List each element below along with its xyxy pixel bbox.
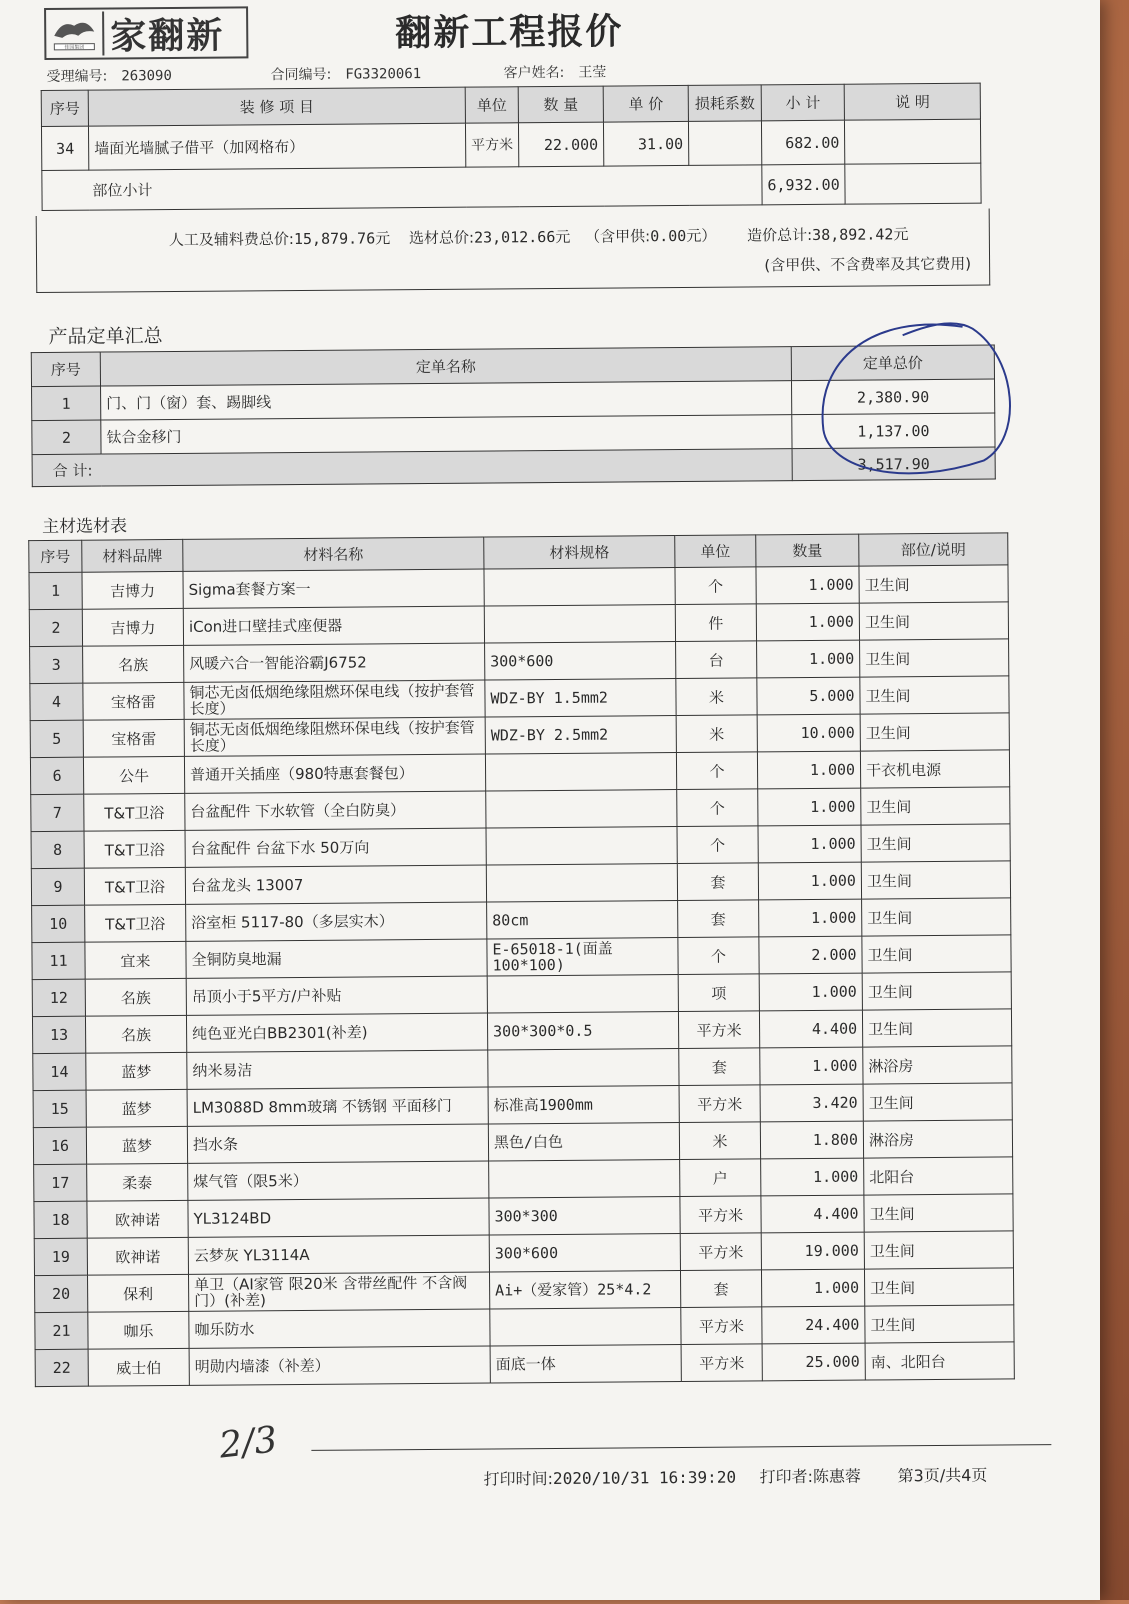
part-subtotal-row — [42, 163, 981, 210]
cell-name: 明勋内墙漆（补差） — [189, 1346, 490, 1385]
cell-brand: 欧神诺 — [87, 1200, 188, 1238]
cell-unit: 个 — [675, 567, 756, 605]
cell-brand: T&T卫浴 — [85, 904, 186, 942]
cell-spec: 300*600 — [489, 1234, 680, 1272]
cell-unit: 平方米 — [680, 1196, 761, 1234]
cell-no: 18 — [34, 1201, 87, 1238]
cell-unit: 平方米 — [678, 1011, 759, 1049]
col-header: 数量 — [756, 534, 859, 567]
cell-unit: 套 — [677, 863, 758, 901]
cell-loc: 卫生间 — [864, 1194, 1013, 1232]
cell-spec — [486, 827, 677, 865]
cell-qty: 4.400 — [761, 1195, 864, 1233]
col-header: 单位 — [675, 535, 756, 568]
total-label: 造价总计: — [747, 225, 813, 245]
cell-brand: 宝格雷 — [83, 682, 184, 720]
customer-name-value: 王莹 — [578, 64, 607, 81]
cell-brand: 威士伯 — [88, 1348, 189, 1386]
cell-no: 13 — [32, 1016, 85, 1053]
cell-name: 云梦灰 YL3114A — [188, 1235, 489, 1274]
cell-qty: 1.000 — [759, 899, 862, 937]
cell-name: 咖乐防水 — [189, 1309, 490, 1348]
cell-no: 15 — [33, 1090, 86, 1127]
cell-loc: 卫生间 — [862, 972, 1011, 1010]
cell-loc: 淋浴房 — [863, 1046, 1012, 1084]
cell-unit: 件 — [675, 604, 756, 642]
table-row — [41, 119, 980, 170]
cell-brand: 保利 — [88, 1274, 189, 1312]
cell-loc: 卫生间 — [861, 861, 1010, 899]
cell-brand: 名族 — [83, 645, 184, 683]
total-value: 38,892.42元 — [812, 225, 909, 244]
labor-value: 15,879.76元 — [293, 229, 391, 249]
cell-no: 19 — [34, 1238, 87, 1275]
cell-no: 20 — [35, 1275, 88, 1312]
col-header: 说 明 — [844, 83, 980, 120]
items-table — [41, 83, 982, 211]
cell-qty: 1.000 — [756, 566, 859, 604]
cell-unit: 平方米 — [465, 123, 518, 167]
contract-number — [270, 63, 421, 84]
cell-loss — [688, 121, 761, 166]
cell-spec — [486, 864, 677, 902]
order-name: 钛合金移门 — [101, 415, 792, 454]
cell-note — [845, 119, 981, 164]
cell-spec: 300*300 — [489, 1197, 680, 1235]
col-header: 小 计 — [761, 84, 845, 121]
empty-cell — [845, 163, 981, 204]
cell-name: LM3088D 8mm玻璃 不锈钢 平面移门 — [187, 1087, 488, 1126]
cell-unit: 个 — [677, 789, 758, 827]
cell-unit: 个 — [676, 752, 757, 790]
part-subtotal-value: 6,932.00 — [762, 164, 846, 205]
cell-brand: 名族 — [85, 1015, 186, 1053]
orders-total-value: 3,517.90 — [792, 447, 995, 481]
col-header: 单 价 — [603, 85, 688, 122]
printer-value: 陈惠蓉 — [812, 1466, 862, 1486]
cell-qty: 1.800 — [760, 1121, 863, 1159]
cell-unit: 米 — [676, 678, 757, 716]
orders-section-title: 产品定单汇总 — [48, 325, 163, 348]
cell-spec — [485, 753, 676, 791]
cell-name: 纯色亚光白BB2301(补差) — [186, 1013, 487, 1052]
cell-no: 6 — [30, 757, 83, 794]
cell-loc: 卫生间 — [862, 1009, 1011, 1047]
cell-unit: 个 — [678, 937, 759, 975]
col-header: 序号 — [29, 540, 82, 572]
cell-spec: 80cm — [487, 901, 678, 939]
print-time — [484, 1465, 737, 1490]
material-value: 23,012.66元 — [473, 227, 571, 247]
company-logo — [44, 6, 248, 60]
cell-brand: T&T卫浴 — [84, 867, 185, 905]
col-header: 部位/说明 — [859, 533, 1008, 566]
cell-brand: T&T卫浴 — [84, 793, 185, 831]
order-name: 门、门（窗）套、踢脚线 — [101, 381, 792, 420]
printer-label: 打印者: — [759, 1466, 814, 1487]
cell-spec — [489, 1160, 680, 1198]
customer-name-label: 客户姓名: — [503, 64, 565, 82]
print-time-label: 打印时间: — [483, 1469, 554, 1489]
cell-unit: 项 — [678, 974, 759, 1012]
part-subtotal-label: 部位小计 — [42, 165, 762, 211]
cell-qty: 1.000 — [760, 1047, 863, 1085]
cell-spec — [486, 790, 677, 828]
cell-loc: 卫生间 — [864, 1268, 1013, 1306]
cell-brand: 宜来 — [85, 941, 186, 979]
col-header: 材料品牌 — [82, 539, 183, 572]
cell-qty: 1.000 — [757, 640, 860, 678]
cell-brand: 蓝梦 — [86, 1089, 187, 1127]
materials-section-title: 主材选材表 — [42, 516, 128, 538]
cell-spec — [490, 1308, 681, 1346]
cell-qty: 5.000 — [757, 677, 860, 715]
cell-unit: 米 — [679, 1122, 760, 1160]
cell-loc: 卫生间 — [862, 935, 1011, 973]
col-header: 定单名称 — [100, 347, 791, 386]
cell-brand: 公牛 — [83, 756, 184, 794]
cell-brand: T&T卫浴 — [84, 830, 185, 868]
cell-unit: 台 — [676, 641, 757, 679]
cell-unit: 平方米 — [679, 1085, 760, 1123]
handwritten-note: 2/3 — [217, 1419, 280, 1467]
cell-spec: E-65018-1(面盖100*100) — [487, 938, 678, 976]
footer-rule — [311, 1444, 1051, 1451]
material-label: 选材总价: — [408, 228, 475, 248]
cell-qty: 1.000 — [756, 603, 859, 641]
cell-qty: 1.000 — [758, 788, 861, 826]
cell-price: 31.00 — [603, 121, 688, 166]
cell-name: iCon进口壁挂式座便器 — [183, 606, 484, 645]
cell-spec — [484, 605, 675, 643]
cell-no: 2 — [29, 609, 82, 646]
cell-name: 铜芯无卤低烟绝缘阻燃环保电线（按护套管长度） — [184, 680, 485, 719]
cell-loc: 卫生间 — [860, 676, 1009, 714]
cell-spec — [487, 975, 678, 1013]
cell-loc: 卫生间 — [859, 565, 1008, 603]
cell-name: 单卫（AI家管 限20米 含带丝配件 不含阀门）(补差) — [188, 1272, 489, 1311]
cell-loc: 卫生间 — [860, 713, 1009, 751]
cell-spec — [484, 568, 675, 606]
cell-unit: 套 — [680, 1270, 761, 1308]
cell-loc: 卫生间 — [865, 1305, 1014, 1343]
cell-spec: Ai+（爱家管）25*4.2 — [489, 1271, 680, 1309]
cell-no: 1 — [29, 572, 82, 609]
totals-line — [169, 223, 909, 250]
accept-number — [47, 65, 172, 86]
cell-name: 纳米易洁 — [187, 1050, 488, 1089]
cell-name: YL3124BD — [188, 1198, 489, 1237]
cell-unit: 户 — [680, 1159, 761, 1197]
cell-spec: 面底一体 — [490, 1345, 681, 1383]
cell-qty: 25.000 — [762, 1343, 865, 1381]
printer — [760, 1464, 862, 1488]
col-header: 材料规格 — [484, 536, 675, 569]
cell-spec: 300*300*0.5 — [487, 1012, 678, 1050]
cell-spec — [488, 1049, 679, 1087]
cell-no: 14 — [33, 1053, 86, 1090]
cell-name: 台盆龙头 13007 — [185, 865, 486, 904]
cell-brand: 宝格雷 — [83, 719, 184, 757]
cell-loc: 北阳台 — [864, 1157, 1013, 1195]
cell-qty: 24.400 — [762, 1306, 865, 1344]
cell-brand: 吉博力 — [82, 608, 183, 646]
cell-name: 风暖六合一智能浴霸J6752 — [184, 643, 485, 682]
cell-brand: 欧神诺 — [87, 1237, 188, 1275]
cell-loc: 南、北阳台 — [865, 1342, 1014, 1380]
cell-qty: 1.000 — [758, 862, 861, 900]
logo-small-text: 佳园集团 — [64, 44, 85, 51]
cell-loc: 卫生间 — [864, 1231, 1013, 1269]
cell-name: 煤气管（限5米） — [188, 1161, 489, 1200]
cell-item: 墙面光墙腻子借平（加网格布） — [88, 123, 465, 170]
order-no: 2 — [32, 420, 101, 455]
cell-no: 3 — [30, 646, 83, 683]
cell-qty: 2.000 — [759, 936, 862, 974]
jia-label: （含甲供: — [585, 227, 651, 246]
cell-no: 7 — [31, 794, 84, 831]
cell-brand: 蓝梦 — [86, 1052, 187, 1090]
col-header: 序号 — [41, 90, 88, 126]
cell-loc: 卫生间 — [863, 1083, 1012, 1121]
hand-drawn-circle — [813, 318, 1024, 490]
cell-name: 吊顶小于5平方/户补贴 — [186, 976, 487, 1015]
cell-spec: WDZ-BY 2.5mm2 — [485, 716, 676, 754]
totals-note: (含甲供、不含费率及其它费用) — [764, 254, 972, 275]
cell-no: 16 — [33, 1127, 86, 1164]
cell-spec: 黑色/白色 — [488, 1123, 679, 1161]
cell-no: 22 — [35, 1349, 88, 1386]
cell-unit: 平方米 — [681, 1344, 762, 1382]
cell-brand: 名族 — [85, 978, 186, 1016]
accept-number-value: 263090 — [121, 67, 172, 85]
cell-qty: 4.400 — [759, 1010, 862, 1048]
col-header: 序号 — [31, 352, 100, 387]
col-header: 定单总价 — [791, 345, 994, 381]
cell-qty: 1.000 — [761, 1269, 864, 1307]
col-header: 损耗系数 — [688, 85, 761, 122]
cell-spec: WDZ-BY 1.5mm2 — [485, 679, 676, 717]
cell-unit: 个 — [677, 826, 758, 864]
cell-name: 台盆配件 台盆下水 50万向 — [185, 828, 486, 867]
totals-box — [36, 209, 991, 293]
print-time-value: 2020/10/31 16:39:20 — [552, 1467, 737, 1489]
cell-spec: 标准高1900mm — [488, 1086, 679, 1124]
cell-loc: 淋浴房 — [863, 1120, 1012, 1158]
order-no: 1 — [32, 386, 101, 421]
cell-unit: 套 — [679, 1048, 760, 1086]
cell-unit: 套 — [678, 900, 759, 938]
cell-loc: 卫生间 — [861, 787, 1010, 825]
orders-total-label: 合 计: — [32, 449, 792, 487]
materials-table — [28, 532, 1015, 1387]
cell-name: Sigma套餐方案一 — [183, 569, 484, 608]
cell-qty: 19.000 — [761, 1232, 864, 1270]
cell-no: 9 — [31, 868, 84, 905]
logo-emblem-icon — [46, 12, 104, 56]
order-price: 1,137.00 — [792, 413, 995, 449]
cell-loc: 卫生间 — [859, 602, 1008, 640]
cell-qty: 1.000 — [758, 825, 861, 863]
page-number: 第3页/共4页 — [897, 1465, 988, 1486]
col-header: 数 量 — [518, 86, 603, 123]
col-header: 材料名称 — [183, 537, 484, 571]
cell-brand: 柔泰 — [87, 1163, 188, 1201]
cell-spec: 300*600 — [485, 642, 676, 680]
cell-no: 11 — [32, 942, 85, 979]
cell-qty: 1.000 — [759, 973, 862, 1011]
labor-label: 人工及辅料费总价: — [168, 230, 295, 250]
cell-no: 4 — [30, 683, 83, 720]
cell-qty: 22.000 — [518, 122, 603, 167]
cell-loc: 卫生间 — [860, 639, 1009, 677]
cell-unit: 米 — [676, 715, 757, 753]
cell-loc: 卫生间 — [861, 824, 1010, 862]
cell-brand: 吉博力 — [82, 571, 183, 609]
accept-number-label: 受理编号: — [46, 68, 108, 85]
logo-text: 家翻新 — [110, 14, 225, 57]
jia-value: 0.00元） — [650, 226, 717, 246]
contract-number-value: FG3320061 — [345, 66, 422, 83]
cell-brand: 蓝梦 — [86, 1126, 187, 1164]
cell-qty: 10.000 — [757, 714, 860, 752]
cell-name: 全铜防臭地漏 — [186, 939, 487, 978]
order-price: 2,380.90 — [791, 379, 994, 415]
cell-no: 21 — [35, 1312, 88, 1349]
cell-name: 普通开关插座（980特惠套餐包） — [184, 754, 485, 793]
document-title: 翻新工程报价 — [395, 10, 624, 55]
cell-unit: 平方米 — [680, 1233, 761, 1271]
table-row — [35, 1342, 1014, 1387]
cell-qty: 3.420 — [760, 1084, 863, 1122]
cell-no: 5 — [30, 720, 83, 757]
cell-no: 34 — [41, 126, 88, 170]
contract-number-label: 合同编号: — [270, 66, 332, 84]
cell-name: 台盆配件 下水软管（全白防臭） — [185, 791, 486, 830]
cell-unit: 平方米 — [681, 1307, 762, 1345]
cell-name: 挡水条 — [187, 1124, 488, 1163]
cell-no: 12 — [32, 979, 85, 1016]
cell-loc: 卫生间 — [862, 898, 1011, 936]
col-header: 单位 — [465, 87, 518, 123]
cell-subtotal: 682.00 — [761, 120, 845, 165]
cell-no: 8 — [31, 831, 84, 868]
cell-no: 17 — [34, 1164, 87, 1201]
customer-name — [503, 62, 606, 83]
cell-name: 浴室柜 5117-80（多层实木） — [186, 902, 487, 941]
cell-qty: 1.000 — [761, 1158, 864, 1196]
cell-brand: 咖乐 — [88, 1311, 189, 1349]
cell-no: 10 — [32, 905, 85, 942]
cell-loc: 干衣机电源 — [860, 750, 1009, 788]
cell-name: 铜芯无卤低烟绝缘阻燃环保电线（按护套管长度） — [184, 717, 485, 756]
col-header: 装 修 项 目 — [88, 87, 465, 126]
cell-qty: 1.000 — [757, 751, 860, 789]
